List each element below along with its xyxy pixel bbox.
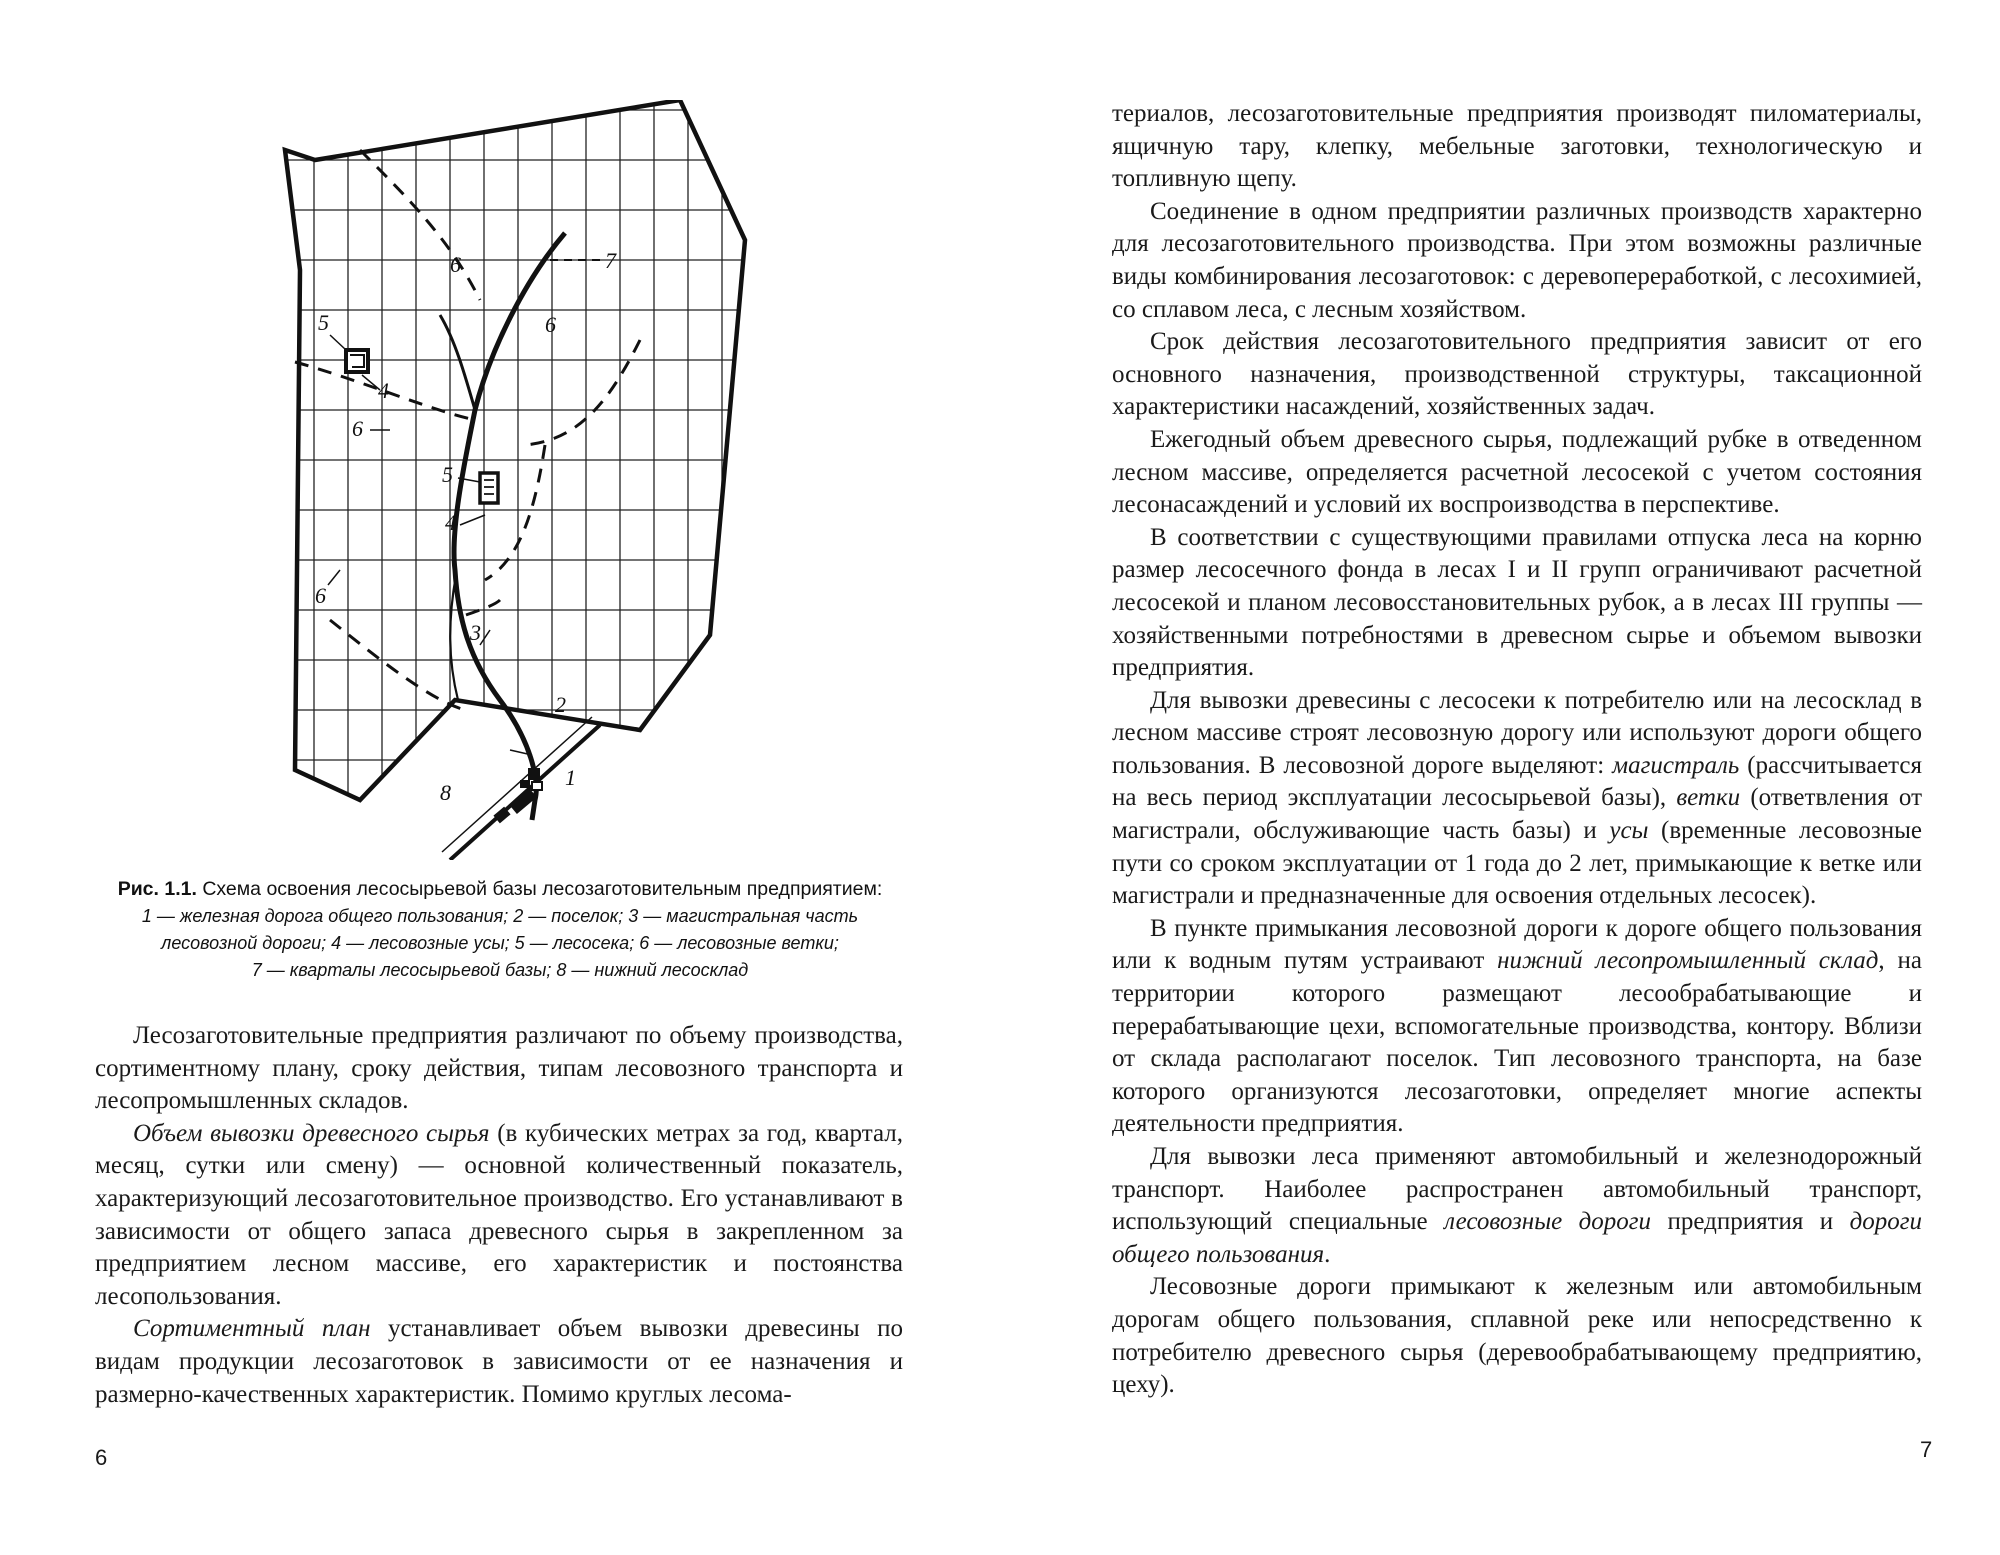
term: лесовозные дороги (1444, 1208, 1652, 1236)
paragraph: Для вывозки древесины с лесосеки к потребителю или на лесосклад в лесном массиве строят лесовозную дорогу или используют дороги общего пользования. В лесовозной дороге выделяют: магистраль (рассчитывается на весь период эксплуатации лесосырьевой базы), ветки (ответвления от магистрали, обслуживающие часть базы) и усы (временные лесовозные пути со сроком эксплуатации от 1 года до 2 лет, примыкающие к ветке или магистрали и предназначенные для освоения отдельных лесосек). (1112, 686, 1922, 910)
cutting-area-2 (480, 473, 498, 503)
caption-legend-line: лесовозной дороги; 4 — лесовозные усы; 5 — лесосека; 6 — лесовозные ветки; (161, 933, 839, 953)
label-4-mid: 4 (445, 510, 456, 535)
forest-branches (295, 150, 640, 710)
term: Сортиментный план (133, 1315, 371, 1343)
paragraph: Объем вывозки древесного сырья (в кубических метрах за год, квартал, месяц, сутки или смену) — основной количественный показатель, характеризующий лесозаготовительное производство. Его устанавливают в зависимости от общего запаса древесного сырья в закрепленном за предприятием лесном массиве, его характеристик и постоянства лесопользования. (95, 1119, 903, 1310)
paragraph: Сортиментный план устанавливает объем вывозки древесины по видам продукции лесозаготовок в зависимости от ее назначения и размерно-качественных характеристик. Помимо круглых лесома- (95, 1315, 903, 1408)
figure-forest-base-scheme (270, 100, 770, 860)
label-6-mid: 6 (352, 416, 363, 441)
label-3: 3 (470, 620, 481, 645)
figure-caption (90, 875, 910, 984)
base-boundary (285, 100, 745, 800)
label-6-bottom: 6 (315, 583, 326, 608)
label-7: 7 (605, 248, 616, 273)
label-1: 1 (565, 765, 576, 790)
label-5-mid: 5 (442, 462, 453, 487)
cutting-area-1 (346, 350, 368, 372)
caption-legend (90, 903, 910, 984)
branch-lower-left (330, 620, 465, 710)
left-body-text (95, 1020, 903, 1411)
term: нижний лесопромышленный склад (1497, 947, 1879, 975)
branch-right (525, 340, 640, 445)
paragraph: Соединение в одном предприятии различных производств характерно для лесозаготовительного производства. При этом возможны различные виды комбинирования лесозаготовок: с деревопереработкой, с лесохимией, со сплавом леса, с лесным хозяйством. (1112, 197, 1922, 323)
grid-quarters (270, 100, 770, 810)
paragraph: Лесозаготовительные предприятия различают по объему производства, сортиментному плану, сроку действия, типам лесовозного транспорта и лесопромышленных складов. (95, 1022, 903, 1115)
caption-title-text: Схема освоения лесосырьевой базы лесозаготовительным предприятием: (202, 878, 883, 900)
label-6-top: 6 (450, 252, 461, 277)
term: Объем вывозки древесного сырья (133, 1119, 490, 1147)
page-number-left: 6 (95, 1445, 108, 1470)
label-pointers (328, 335, 532, 755)
main-road-branch (440, 315, 475, 410)
right-page (1000, 0, 2000, 1555)
right-body-text (1112, 98, 1922, 1402)
page-number-right: 7 (1920, 1437, 1933, 1462)
caption-legend-line: 1 — железная дорога общего пользования; 2 — поселок; 3 — магистральная часть (141, 906, 859, 926)
label-2: 2 (555, 692, 566, 717)
term: усы (1609, 817, 1649, 845)
paragraph: Срок действия лесозаготовительного предприятия зависит от его основного назначения, производственной структуры, таксационной характеристики насаждений, хозяйственных задач. (1112, 328, 1922, 421)
paragraph: В пункте примыкания лесовозной дороги к дороге общего пользования или к водным путям устраивают нижний лесопромышленный склад, на территории которого размещают лесообрабатывающие и перерабатывающие цехи, вспомогательные производства, контору. Вблизи от склада располагают поселок. Тип лесовозного транспорта, на базе которого организуются лесозаготовки, определяет многие аспекты деятельности предприятия. (1112, 914, 1922, 1138)
caption-legend-line: 7 — кварталы лесосырьевой базы; 8 — нижний лесосклад (251, 960, 749, 980)
caption-title (90, 875, 910, 903)
paragraph: Ежегодный объем древесного сырья, подлежащий рубке в отведенном лесном массиве, определяется расчетной лесосекой с учетом состояния лесонасаждений и условий их воспроизводства в перспективе. (1112, 425, 1922, 519)
paragraph: Для вывозки леса применяют автомобильный и железнодорожный транспорт. Наиболее распространен автомобильный транспорт, использующий специальные лесовозные дороги предприятия и дороги общего пользования. (1112, 1143, 1923, 1268)
term: дороги общего пользования (1112, 1208, 1923, 1268)
caption-ref: Рис. 1.1. (117, 878, 197, 900)
label-8: 8 (440, 780, 451, 805)
label-5-top: 5 (318, 310, 329, 335)
branch-top (360, 150, 480, 300)
term: магистраль (1612, 751, 1740, 779)
term: ветки (1676, 784, 1741, 812)
label-6-right: 6 (545, 312, 556, 337)
paragraph: Лесовозные дороги примыкают к железным или автомобильным дорогам общего пользования, сплавной реке или непосредственно к потребителю древесного сырья (деревообрабатывающему предприятию, цеху). (1112, 1273, 1922, 1399)
branch-lower-right (466, 600, 500, 615)
label-4-top: 4 (378, 378, 389, 403)
paragraph: В соответствии с существующими правилами отпуска леса на корню размер лесосечного фонда в лесах I и II групп ограничивают расчетной лесосекой и планом лесовосстановительных рубок, а в лесах III группы —хозяйственными потребностями в древесном сырье и объемом вывозки предприятия. (1112, 523, 1922, 682)
paragraph: териалов, лесозаготовительные предприятия производят пиломатериалы, ящичную тару, клепку, мебельные заготовки, технологическую и топливную щепу. (1112, 100, 1922, 193)
